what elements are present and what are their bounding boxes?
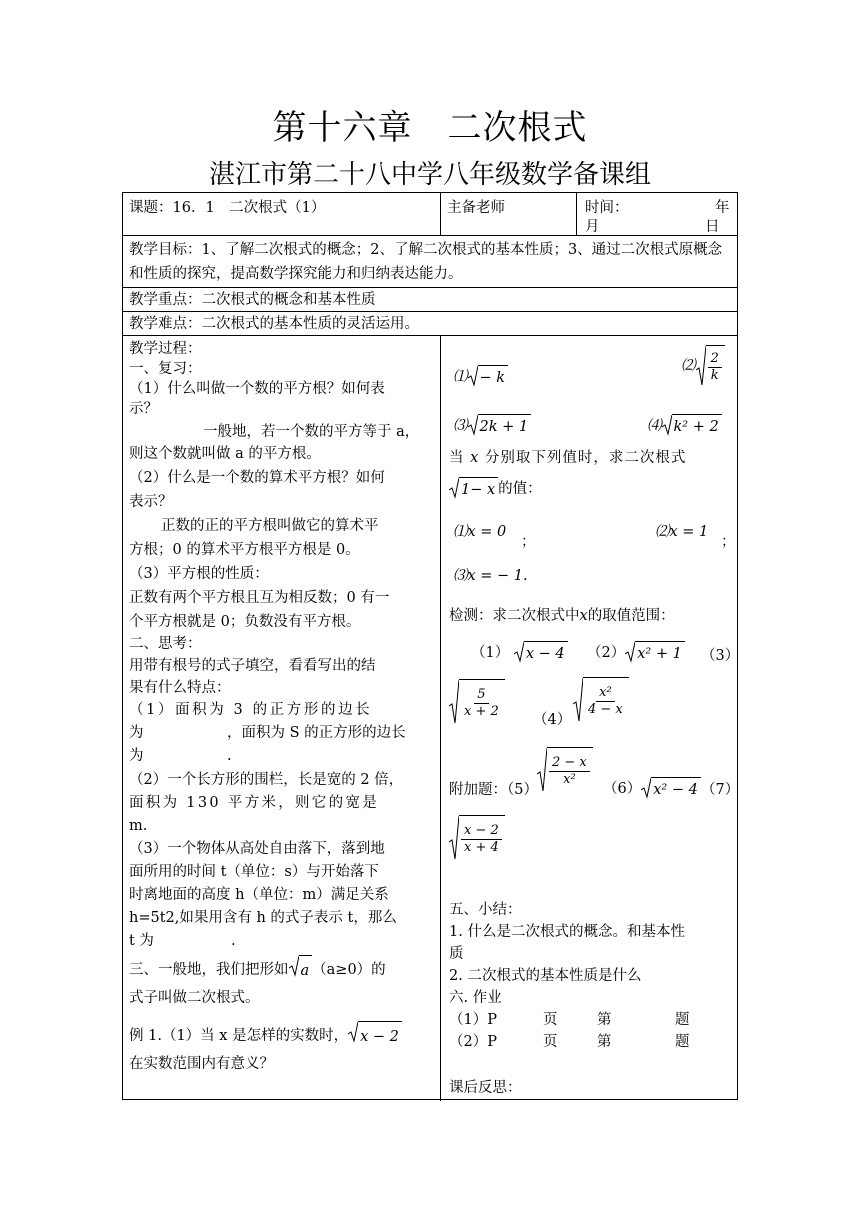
text-line: m.	[129, 818, 148, 834]
summary-line: 2. 二次根式的基本性质是什么	[449, 968, 642, 984]
check-7: $\frac{x - 2}{x + 4}$	[449, 815, 505, 861]
text-line: （2）什么是一个数的算术平方根？如何	[129, 470, 385, 486]
check-3: $\frac{5}{x + 2}$	[449, 679, 505, 725]
text-line: 时离地面的高度 h（单位：m）满足关系	[129, 887, 389, 903]
text-line: （3）平方根的性质：	[129, 566, 269, 582]
homework-1: 页	[543, 1012, 558, 1028]
time-day: 日	[705, 219, 720, 235]
text-line: （2）一个长方形的围栏，长是宽的 2 倍，	[129, 772, 404, 788]
col-divider	[440, 193, 441, 235]
text-line: 方根；0 的算术平方根平方根是 0。	[129, 542, 360, 558]
homework-1: 第	[597, 1012, 612, 1028]
text-line: （1）什么叫做一个数的平方根？如何表	[129, 381, 385, 397]
reflection-label: 课后反思：	[449, 1080, 522, 1096]
text-line: .	[227, 748, 232, 764]
check-line: 检测：求二次根式中x的取值范围：	[449, 608, 675, 624]
value-sep: ；	[721, 534, 736, 550]
check-4: $\frac{\text{x²}}{4 - x}$	[573, 677, 629, 723]
check-7-label: （7）	[701, 782, 740, 798]
exercise-3: ⑶ 2k + 1	[453, 414, 531, 438]
text-line: t 为	[129, 933, 154, 949]
homework-1: （1）P	[449, 1012, 497, 1028]
page-subtitle: 湛江市第二十八中学八年级数学备课组	[208, 160, 651, 190]
text-line: 面积为 130 平方米，则它的宽是	[129, 795, 379, 811]
time-label: 时间：	[585, 200, 629, 216]
check-6: （6） x² − 4	[603, 777, 701, 801]
question-line: 1− x 的值：	[449, 477, 542, 501]
text-line: 面所用的时间 t（单位：s）与开始落下	[129, 864, 379, 880]
extra-label: 附加题：（5）	[449, 782, 538, 798]
homework-2: （2）P	[449, 1034, 497, 1050]
time-month: 月	[585, 219, 600, 235]
homework-2: 页	[543, 1034, 558, 1050]
summary-line: 1. 什么是二次根式的概念。和基本性	[449, 924, 685, 940]
row-divider	[123, 235, 737, 236]
homework-1: 题	[675, 1012, 690, 1028]
text-line: ，面积为 S 的正方形的边长	[227, 725, 406, 741]
text-line: .	[231, 933, 236, 949]
text-line: 式子叫做二次根式。	[129, 990, 260, 1006]
text-line: 为	[129, 748, 144, 764]
text-line: （1）面积为 3 的正方形的边长	[129, 702, 373, 718]
text-line: 用带有根号的式子填空，看看写出的结	[129, 658, 376, 674]
text-line: 二、思考：	[129, 636, 202, 652]
row-divider	[123, 311, 737, 312]
exercise-1: ⑴ − k	[453, 365, 508, 389]
goals-cell: 教学目标：1、了解二次根式的概念；2、了解二次根式的基本性质；3、通过二次根式原概念和性质的探究，提高数学探究能力和归纳表达能力。	[129, 242, 723, 282]
key-point-cell: 教学重点：二次根式的概念和基本性质	[129, 292, 376, 308]
value-1: ⑴x = 0	[453, 524, 507, 540]
lesson-plan-table	[122, 192, 738, 1100]
summary-line: 质	[449, 946, 464, 962]
text-line: 一般地，若一个数的平方等于 a，	[203, 424, 420, 440]
check-1: （1） x − 4	[471, 641, 568, 665]
text-line: 则这个数就叫做 a 的平方根。	[129, 446, 321, 462]
row-divider	[123, 335, 737, 336]
sqrt-a: a	[289, 955, 313, 985]
text-line: 正数有两个平方根且互为相反数；0 有一	[129, 590, 390, 606]
text-line: 一、复习：	[129, 361, 202, 377]
definition-line: 三、一般地，我们把形如 a （a≥0）的	[129, 955, 386, 985]
col-divider	[440, 335, 441, 1101]
text-line: 为	[129, 725, 144, 741]
text-line: 果有什么特点：	[129, 680, 231, 696]
exercise-4: ⑷ k² + 2	[647, 414, 722, 438]
check-2: （2） x² + 1	[587, 641, 685, 665]
text-line: 在实数范围内有意义？	[129, 1056, 274, 1072]
text-line: （3）一个物体从高处自由落下，落到地	[129, 841, 385, 857]
exercise-2: ⑵ $\frac{2}{k}$	[681, 345, 725, 387]
teacher-cell: 主备老师	[447, 200, 505, 216]
text-line: h=5t2,如果用含有 h 的式子表示 t，那么	[129, 910, 397, 926]
check-4-label: （4）	[533, 712, 572, 728]
check-3-label: （3）	[701, 648, 740, 664]
text-line: 示？	[129, 401, 158, 417]
row-divider	[123, 287, 737, 288]
text-line: 表示？	[129, 494, 173, 510]
text-line: 个平方根就是 0；负数没有平方根。	[129, 614, 361, 630]
time-year: 年	[715, 200, 730, 216]
homework-2: 第	[597, 1034, 612, 1050]
value-2: ⑵x = 1	[655, 524, 709, 540]
text-line: 正数的正的平方根叫做它的算术平	[161, 518, 379, 534]
difficulty-cell: 教学难点：二次根式的基本性质的灵活运用。	[129, 316, 419, 332]
homework-title: 六. 作业	[449, 990, 502, 1006]
col-divider	[576, 193, 577, 235]
value-sep: ；	[521, 534, 536, 550]
topic-cell: 课题：16．1 二次根式（1）	[129, 200, 326, 216]
value-3: ⑶x = − 1.	[453, 568, 528, 584]
sqrt-x-minus-2: x − 2	[348, 1021, 402, 1051]
example-line: 例 1.（1）当 x 是怎样的实数时， x − 2	[129, 1021, 402, 1051]
check-5: $\frac{2 - x}{\text{x²}}$	[537, 747, 593, 793]
text-line: 教学过程：	[129, 341, 202, 357]
page-title: 第十六章 二次根式	[272, 108, 588, 148]
homework-2: 题	[675, 1034, 690, 1050]
summary-line: 五、小结：	[449, 902, 522, 918]
question-line: 当 x 分别取下列值时，求二次根式	[449, 450, 687, 466]
